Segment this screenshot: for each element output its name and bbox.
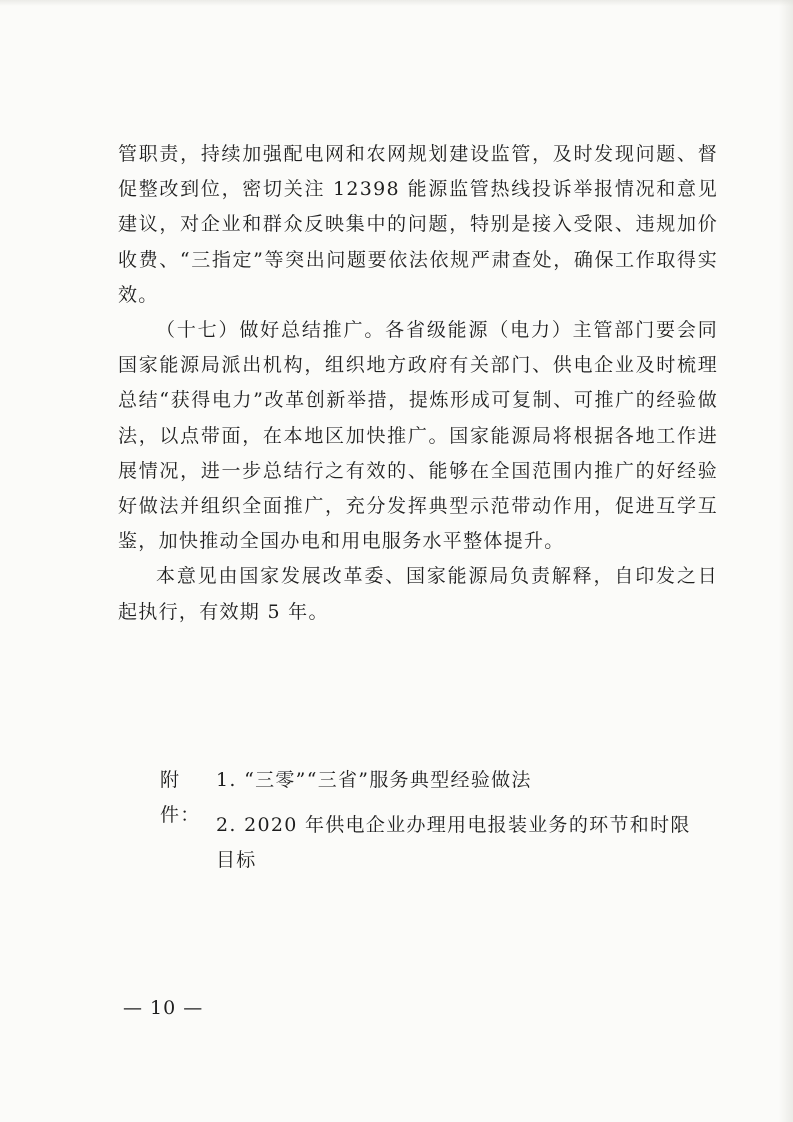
scan-shadow-right — [779, 0, 793, 1122]
paragraph-section-17: （十七）做好总结推广。各省级能源（电力）主管部门要会同国家能源局派出机构，组织地方政府有关部门、供电企业及时梳理总结“获得电力”改革创新举措，提炼形成可复制、可推广的经验做法，以点带面，在本地区加快推广。国家能源局将根据各地工作进展情况，进一步总结行之有效的、能够在全国范围内推广的好经验好做法并组织全面推广，充分发挥典型示范带动作用，促进互学互鉴，加快推动全国办电和用电服务水平整体提升。 — [118, 319, 718, 553]
attachment-item: 2. 2020 年供电企业办理用电报装业务的环节和时限目标 — [216, 814, 691, 872]
attachment-item: 1. “三零”“三省”服务典型经验做法 — [216, 769, 532, 791]
scan-shadow-top — [0, 0, 793, 6]
attachments-label: 附件： — [160, 769, 201, 827]
paragraph-continuation: 管职责，持续加强配电网和农网规划建设监管，及时发现问题、督促整改到位，密切关注 12398 能源监管热线投诉举报情况和意见建议，对企业和群众反映集中的问题，特别是接入受限、违规加价收费、“三指定”等突出问题要依法依规严肃查处，确保工作取得实效。 — [118, 143, 718, 306]
attachment-row-2 — [216, 808, 706, 878]
page-number: — 10 — — [123, 997, 204, 1019]
body-text — [118, 137, 718, 630]
paragraph-interpretation: 本意见由国家发展改革委、国家能源局负责解释，自印发之日起执行，有效期 5 年。 — [118, 565, 718, 623]
